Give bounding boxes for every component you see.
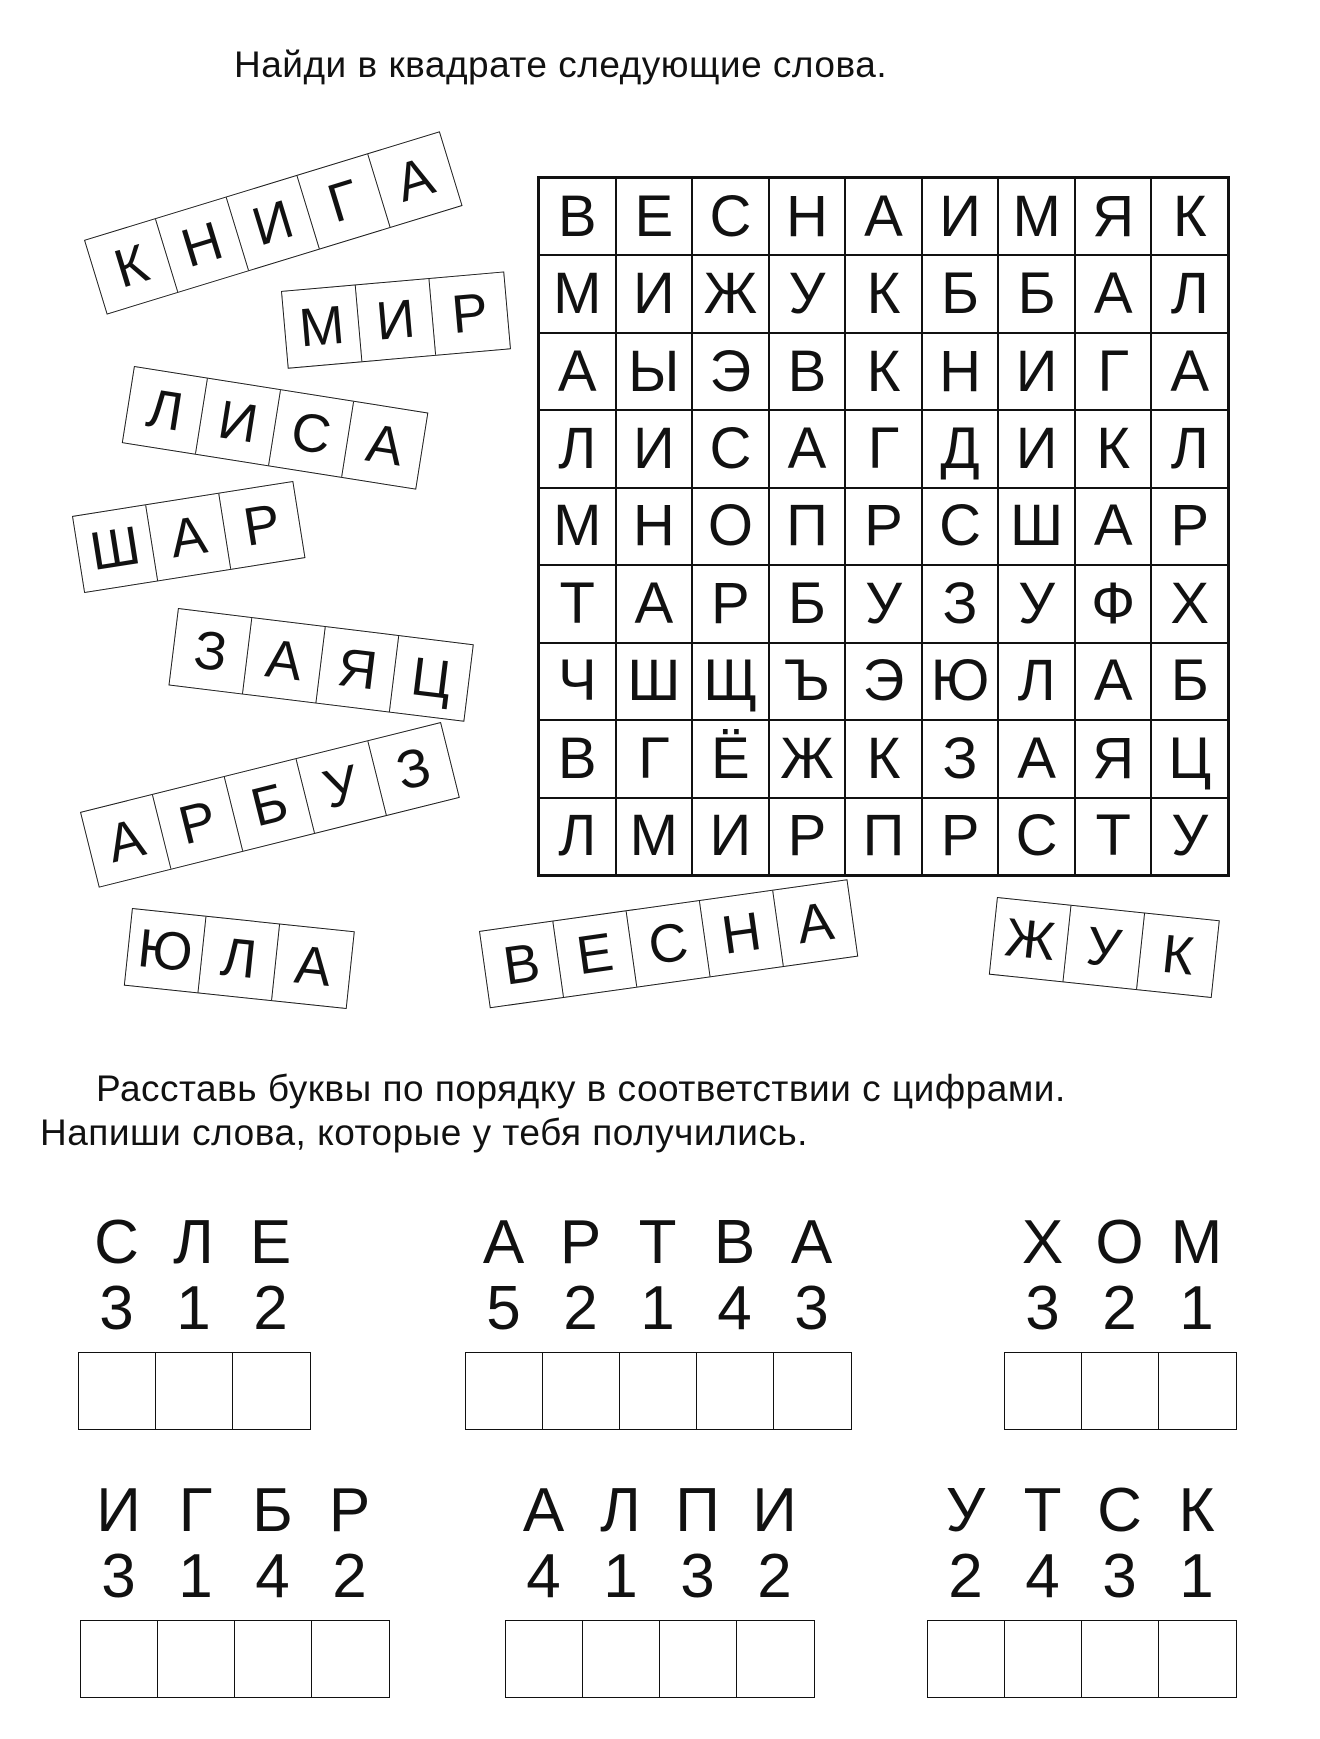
page-title: Найди в квадрате следующие слова. bbox=[234, 44, 888, 85]
scrambled-letter: И bbox=[96, 1476, 141, 1545]
answer-box[interactable] bbox=[1005, 1353, 1082, 1429]
scrambled-letter: Т bbox=[1023, 1476, 1062, 1545]
word-letter-tile: А bbox=[342, 402, 427, 489]
word-letter-tile: З bbox=[170, 609, 253, 693]
grid-cell[interactable]: И bbox=[998, 333, 1075, 410]
grid-cell[interactable]: С bbox=[922, 488, 999, 565]
scramble-puzzle-2 bbox=[1004, 1208, 1237, 1430]
order-number: 3 bbox=[1025, 1274, 1060, 1343]
order-number: 1 bbox=[640, 1274, 675, 1343]
word-letter-tile: Н bbox=[156, 197, 249, 291]
order-numbers bbox=[1004, 1274, 1237, 1343]
grid-cell[interactable]: А bbox=[616, 565, 693, 642]
word-letter-tile: М bbox=[282, 285, 362, 367]
grid-cell[interactable]: М bbox=[539, 488, 616, 565]
order-number: 4 bbox=[1025, 1542, 1060, 1611]
grid-cell[interactable]: А bbox=[769, 410, 846, 487]
scramble-puzzle-3 bbox=[80, 1476, 390, 1698]
grid-cell[interactable]: Е bbox=[616, 178, 693, 255]
grid-cell[interactable]: С bbox=[692, 178, 769, 255]
grid-cell[interactable]: У bbox=[998, 565, 1075, 642]
grid-cell[interactable]: Ж bbox=[769, 720, 846, 797]
scrambled-letter: Р bbox=[328, 1476, 371, 1545]
answer-boxes bbox=[80, 1620, 390, 1698]
word-letter-tile: У bbox=[1064, 906, 1146, 989]
grid-cell[interactable]: Б bbox=[1151, 643, 1228, 720]
word-letter-tile: Л bbox=[199, 917, 281, 1000]
answer-box[interactable] bbox=[543, 1353, 620, 1429]
word-letter-tile: К bbox=[1137, 914, 1219, 997]
word-letter-tile: Ж bbox=[990, 898, 1072, 981]
grid-cell[interactable]: М bbox=[539, 255, 616, 332]
scrambled-letter: Г bbox=[178, 1476, 213, 1545]
word-letter-tile: Ю bbox=[125, 909, 207, 992]
scrambled-letter: О bbox=[1095, 1208, 1144, 1277]
grid-cell[interactable]: Б bbox=[998, 255, 1075, 332]
word-letter-tile: А bbox=[81, 795, 171, 887]
word-letter-tile: Г bbox=[298, 154, 391, 248]
word-letter-tile: Я bbox=[317, 627, 400, 711]
scrambled-letter: Р bbox=[559, 1208, 602, 1277]
word-card-7 bbox=[479, 879, 858, 1008]
scrambled-letter: И bbox=[752, 1476, 797, 1545]
grid-cell[interactable]: Ю bbox=[922, 643, 999, 720]
word-letter-tile: А bbox=[243, 618, 326, 702]
grid-cell[interactable]: Л bbox=[1151, 255, 1228, 332]
instruction-line-1: Расставь буквы по порядку в соответствии с цифрами. bbox=[96, 1068, 1066, 1109]
grid-cell[interactable]: К bbox=[1075, 410, 1152, 487]
grid-cell[interactable]: А bbox=[1075, 488, 1152, 565]
grid-cell[interactable]: Г bbox=[616, 720, 693, 797]
answer-box[interactable] bbox=[233, 1353, 310, 1429]
answer-box[interactable] bbox=[1082, 1353, 1159, 1429]
answer-box[interactable] bbox=[1159, 1353, 1236, 1429]
grid-cell[interactable]: Ф bbox=[1075, 565, 1152, 642]
grid-cell[interactable]: Ц bbox=[1151, 720, 1228, 797]
grid-cell[interactable]: Л bbox=[1151, 410, 1228, 487]
word-card-1 bbox=[281, 271, 511, 368]
answer-box[interactable] bbox=[1082, 1621, 1159, 1697]
grid-cell[interactable]: Г bbox=[845, 410, 922, 487]
grid-cell[interactable]: А bbox=[1075, 255, 1152, 332]
order-number: 4 bbox=[255, 1542, 290, 1611]
answer-box[interactable] bbox=[156, 1353, 233, 1429]
answer-box[interactable] bbox=[158, 1621, 235, 1697]
order-number: 3 bbox=[1102, 1542, 1137, 1611]
scrambled-letter: Б bbox=[252, 1476, 293, 1545]
order-number: 1 bbox=[1179, 1542, 1214, 1611]
scrambled-letter: С bbox=[1097, 1476, 1142, 1545]
instruction-line-2: Напиши слова, которые у тебя получились. bbox=[40, 1112, 808, 1153]
scrambled-letters bbox=[78, 1208, 311, 1277]
scramble-puzzle-0 bbox=[78, 1208, 311, 1430]
word-letter-tile: К bbox=[85, 219, 178, 313]
grid-cell[interactable]: У bbox=[1151, 798, 1228, 875]
scrambled-letter: Е bbox=[249, 1208, 292, 1277]
word-letter-tile: А bbox=[272, 925, 354, 1008]
scrambled-letters bbox=[505, 1476, 815, 1545]
word-letter-tile: С bbox=[269, 390, 354, 477]
scrambled-letter: С bbox=[94, 1208, 139, 1277]
word-letter-tile: С bbox=[627, 901, 711, 987]
order-number: 1 bbox=[178, 1542, 213, 1611]
answer-box[interactable] bbox=[235, 1621, 312, 1697]
grid-cell[interactable]: А bbox=[845, 178, 922, 255]
grid-cell[interactable]: О bbox=[692, 488, 769, 565]
grid-cell[interactable]: У bbox=[845, 565, 922, 642]
scrambled-letters bbox=[465, 1208, 852, 1277]
word-letter-tile: А bbox=[773, 880, 857, 966]
order-number: 5 bbox=[486, 1274, 521, 1343]
scrambled-letter: К bbox=[1178, 1476, 1215, 1545]
grid-cell[interactable]: Б bbox=[769, 565, 846, 642]
grid-cell[interactable]: М bbox=[998, 178, 1075, 255]
grid-cell[interactable]: Р bbox=[692, 565, 769, 642]
grid-cell[interactable]: Д bbox=[922, 410, 999, 487]
grid-cell[interactable]: Б bbox=[922, 255, 999, 332]
word-card-8 bbox=[989, 897, 1220, 998]
answer-box[interactable] bbox=[312, 1621, 389, 1697]
grid-cell[interactable]: Ъ bbox=[769, 643, 846, 720]
scrambled-letter: Т bbox=[638, 1208, 677, 1277]
grid-cell[interactable]: Р bbox=[1151, 488, 1228, 565]
order-number: 2 bbox=[253, 1274, 288, 1343]
word-letter-tile: А bbox=[146, 494, 231, 581]
order-number: 4 bbox=[526, 1542, 561, 1611]
word-letter-tile: Н bbox=[700, 891, 784, 977]
word-search-grid bbox=[537, 176, 1230, 877]
grid-cell[interactable]: К bbox=[845, 333, 922, 410]
word-letter-tile: З bbox=[368, 723, 458, 815]
word-letter-tile: У bbox=[297, 741, 387, 833]
word-card-5 bbox=[80, 722, 460, 888]
grid-cell[interactable]: И bbox=[616, 255, 693, 332]
grid-cell[interactable]: С bbox=[692, 410, 769, 487]
grid-cell[interactable]: З bbox=[922, 565, 999, 642]
order-number: 2 bbox=[948, 1542, 983, 1611]
grid-cell[interactable]: Ы bbox=[616, 333, 693, 410]
answer-box[interactable] bbox=[583, 1621, 660, 1697]
grid-cell[interactable]: В bbox=[539, 178, 616, 255]
word-letter-tile: Р bbox=[153, 777, 243, 869]
scrambled-letter: Х bbox=[1021, 1208, 1064, 1277]
word-card-6 bbox=[124, 908, 355, 1009]
answer-boxes bbox=[505, 1620, 815, 1698]
answer-box[interactable] bbox=[466, 1353, 543, 1429]
word-letter-tile: А bbox=[368, 132, 461, 226]
order-number: 2 bbox=[563, 1274, 598, 1343]
word-letter-tile: Л bbox=[123, 367, 208, 454]
grid-cell[interactable]: Х bbox=[1151, 565, 1228, 642]
scrambled-letters bbox=[80, 1476, 390, 1545]
grid-cell[interactable]: П bbox=[845, 798, 922, 875]
grid-cell[interactable]: Н bbox=[616, 488, 693, 565]
grid-cell[interactable]: В bbox=[539, 720, 616, 797]
grid-cell[interactable]: Л bbox=[539, 410, 616, 487]
scrambled-letter: А bbox=[790, 1208, 833, 1277]
grid-cell[interactable]: И bbox=[922, 178, 999, 255]
scrambled-letter: М bbox=[1170, 1208, 1223, 1277]
grid-cell[interactable]: В bbox=[769, 333, 846, 410]
grid-cell[interactable]: Н bbox=[769, 178, 846, 255]
order-number: 3 bbox=[99, 1274, 134, 1343]
grid-cell[interactable]: Я bbox=[1075, 178, 1152, 255]
word-card-4 bbox=[168, 608, 473, 722]
scrambled-letter: Л bbox=[600, 1476, 641, 1545]
answer-box[interactable] bbox=[697, 1353, 774, 1429]
grid-cell[interactable]: М bbox=[616, 798, 693, 875]
word-letter-tile: Р bbox=[430, 273, 510, 355]
scrambled-letter: П bbox=[675, 1476, 720, 1545]
answer-boxes bbox=[927, 1620, 1237, 1698]
order-numbers bbox=[78, 1274, 311, 1343]
scrambled-letters bbox=[927, 1476, 1237, 1545]
order-number: 1 bbox=[603, 1542, 638, 1611]
grid-cell[interactable]: Щ bbox=[692, 643, 769, 720]
grid-cell[interactable]: З bbox=[922, 720, 999, 797]
word-letter-tile: Е bbox=[553, 911, 637, 997]
order-number: 2 bbox=[757, 1542, 792, 1611]
order-numbers bbox=[505, 1542, 815, 1611]
grid-cell[interactable]: Ш bbox=[616, 643, 693, 720]
grid-cell[interactable]: А bbox=[998, 720, 1075, 797]
grid-cell[interactable]: Ё bbox=[692, 720, 769, 797]
order-number: 1 bbox=[176, 1274, 211, 1343]
word-letter-tile: Б bbox=[225, 759, 315, 851]
answer-box[interactable] bbox=[620, 1353, 697, 1429]
word-letter-tile: Ц bbox=[390, 636, 473, 720]
grid-cell[interactable]: И bbox=[998, 410, 1075, 487]
scrambled-letter: А bbox=[522, 1476, 565, 1545]
order-number: 3 bbox=[794, 1274, 829, 1343]
order-numbers bbox=[465, 1274, 852, 1343]
answer-box[interactable] bbox=[737, 1621, 814, 1697]
scramble-puzzle-1 bbox=[465, 1208, 852, 1430]
grid-cell[interactable]: И bbox=[692, 798, 769, 875]
word-card-3 bbox=[72, 481, 305, 593]
word-letter-tile: Р bbox=[219, 482, 304, 569]
grid-cell[interactable]: Л bbox=[539, 798, 616, 875]
word-letter-tile: И bbox=[356, 279, 436, 361]
grid-cell[interactable]: Г bbox=[1075, 333, 1152, 410]
scrambled-letter: А bbox=[482, 1208, 525, 1277]
answer-boxes bbox=[78, 1352, 311, 1430]
grid-cell[interactable]: Р bbox=[769, 798, 846, 875]
order-number: 3 bbox=[680, 1542, 715, 1611]
grid-cell[interactable]: П bbox=[769, 488, 846, 565]
word-letter-tile: И bbox=[227, 176, 320, 270]
grid-cell[interactable]: Я bbox=[1075, 720, 1152, 797]
answer-box[interactable] bbox=[79, 1353, 156, 1429]
answer-box[interactable] bbox=[81, 1621, 158, 1697]
answer-box[interactable] bbox=[928, 1621, 1005, 1697]
scramble-puzzle-4 bbox=[505, 1476, 815, 1698]
grid-cell[interactable]: Ж bbox=[692, 255, 769, 332]
order-number: 4 bbox=[717, 1274, 752, 1343]
scrambled-letters bbox=[1004, 1208, 1237, 1277]
grid-cell[interactable]: К bbox=[845, 255, 922, 332]
grid-cell[interactable]: Т bbox=[1075, 798, 1152, 875]
grid-cell[interactable]: И bbox=[616, 410, 693, 487]
grid-cell[interactable]: У bbox=[769, 255, 846, 332]
order-number: 3 bbox=[101, 1542, 136, 1611]
word-letter-tile: И bbox=[196, 379, 281, 466]
order-numbers bbox=[80, 1542, 390, 1611]
answer-box[interactable] bbox=[506, 1621, 583, 1697]
grid-cell[interactable]: Л bbox=[998, 643, 1075, 720]
word-letter-tile: Ш bbox=[73, 505, 158, 592]
answer-box[interactable] bbox=[660, 1621, 737, 1697]
order-numbers bbox=[927, 1542, 1237, 1611]
grid-cell[interactable]: А bbox=[1075, 643, 1152, 720]
grid-cell[interactable]: Э bbox=[845, 643, 922, 720]
word-letter-tile: В bbox=[480, 922, 564, 1008]
scrambled-letter: У bbox=[945, 1476, 986, 1545]
answer-box[interactable] bbox=[774, 1353, 851, 1429]
grid-cell[interactable]: Ш bbox=[998, 488, 1075, 565]
grid-cell[interactable]: А bbox=[539, 333, 616, 410]
order-number: 2 bbox=[332, 1542, 367, 1611]
answer-boxes bbox=[465, 1352, 852, 1430]
order-number: 2 bbox=[1102, 1274, 1137, 1343]
word-card-2 bbox=[122, 366, 429, 490]
grid-cell[interactable]: С bbox=[998, 798, 1075, 875]
scrambled-letter: В bbox=[713, 1208, 756, 1277]
grid-cell[interactable]: А bbox=[1151, 333, 1228, 410]
answer-boxes bbox=[1004, 1352, 1237, 1430]
scramble-puzzle-5 bbox=[927, 1476, 1237, 1698]
grid-cell[interactable]: Р bbox=[845, 488, 922, 565]
answer-box[interactable] bbox=[1159, 1621, 1236, 1697]
grid-cell[interactable]: Т bbox=[539, 565, 616, 642]
grid-cell[interactable]: Ч bbox=[539, 643, 616, 720]
grid-cell[interactable]: К bbox=[845, 720, 922, 797]
scrambled-letter: Л bbox=[173, 1208, 214, 1277]
grid-cell[interactable]: Р bbox=[922, 798, 999, 875]
answer-box[interactable] bbox=[1005, 1621, 1082, 1697]
grid-cell[interactable]: К bbox=[1151, 178, 1228, 255]
order-number: 1 bbox=[1179, 1274, 1214, 1343]
grid-cell[interactable]: Н bbox=[922, 333, 999, 410]
grid-cell[interactable]: Э bbox=[692, 333, 769, 410]
